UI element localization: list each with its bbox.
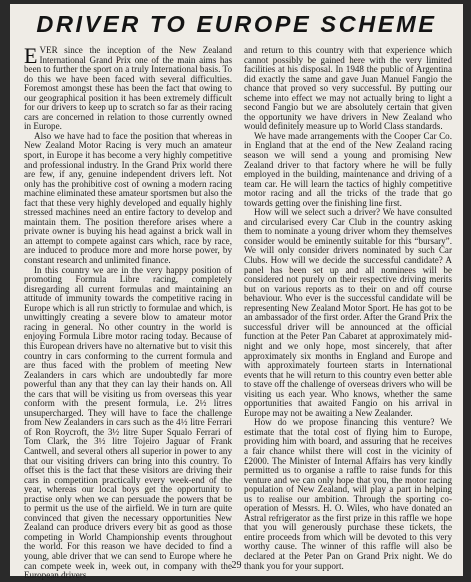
paragraph: Also we have had to face the position that whereas in New Zealand Motor Racing is very much an amateur sport, in Europe it has become a very highly competitive and professional industry. In the Grand Prix world there are few, if any, genuine independent drivers left. Not only has the prohibitive cost of owning a modern racing machine eliminated these amateur sportsmen but also the fact that these very highly developed and equally highly stressed machines need an entire factory to develop and maintain them. The position therefore arises where a private owner is buying his head against a brick wall in an attempt to compete against cars which, race by race, are induced to produce more and more horse power, by constant research and unlimited finance.: [24, 130, 232, 266]
paragraph: In this country we are in the very happy position of promoting Formula Libre racing, completely disregarding all current formulas and maintaining an attitude of immunity towards the competitive racing in Europe which is all run strictly to formulae and which, is unwittingly creating a severe blow to amateur motor racing in general. No other country in the world is enjoying Formula Libre motor racing today. Because of this European drivers have no alternative but to visit this country in cars conforming to the current formula and are thus faced with the problem of meeting New Zealanders in cars which are undoubtedly far more powerful than any that they can lay their hands on. All the cars that will be visiting us from overseas this year conform with the present formula, i.e. 2½ litres unsupercharged. They will have to face the challenge from New Zealanders in cars such as the 4½ litre Ferrari of Ron Roycroft, the 3½ litre Super Squalo Ferrari of Tom Clark, the 3½ litre Tojeiro Jaguar of Frank Cantwell, and several others all superior in power to any that our visiting drivers can bring into this country. To offset this is the fact that these visitors are driving their cars in competition practically every week-end of the year, whereas our local boys get the opportunity to practise only when we can persuade the powers that be to permit us the use of the airfield. We in turn are quite convinced that given the necessary opportunities New Zealand can produce drivers every bit as good as those competing in World Championship events throughout the world. For this reason we have decided to find a young, able driver that we can send to Europe where he can compete week in, week out, in company with the European drivers: [24, 264, 232, 581]
article-title: DRIVER TO EUROPE SCHEME: [36, 11, 437, 37]
drop-cap: E: [24, 43, 38, 68]
paragraph: and return to this country with that experience which cannot possibly be gained here with the very limited facilities at his disposal. In 1948 the public of Argentina did exactly the same and gave Juan Manuel Fangio the chance that proved so very successful. By putting our scheme into effect we may not actually bring to light a second Fangio but we are absolutely certain that given the opportunity we have drivers in New Zealand who would definitely measure up to World Class standards.: [244, 45, 452, 132]
paragraph: How do we propose financing this venture? We estimate that the total cost of flying him to Europe, providing him with board, and assuring that he receives a fair chance whilst there will cost in the vicinity of £2000. The Minister of Internal Affairs has very kindly permitted us to organise a raffle to raise funds for this venture and we can only hope that you, the motor racing population of New Zealand, will play a part in helping us to realise our ambition. Through the sporting co-operation of Messrs. H. O. Wiles, who have donated an Astral refrigerator as the first prize in this raffle we hope that you will generously purchase these tickets, the entire proceeds from which will be devoted to this very worthy cause. The winner of this raffle will also be declared at the Peter Pan on Grand Prix night. We do thank you for your support.: [244, 417, 452, 571]
column-left: [24, 43, 232, 581]
paragraph: How will we select such a driver? We have consulted and circularised every Car Club in the country asking them to nominate a young driver whom they themselves consider would be eminently suitable for this “bursary”. We will only consider drivers nominated by such Car Clubs. How will we decide the successful candidate? A panel has been set up and all nominees will be considered not purely on their respective driving merits but on various reports as to their on and off course behaviour. Who ever is the successful candidate will be representing New Zealand Motor Sport. He has got to be an ambassador of the first order. After the Grand Prix the successful driver will be announced at the official function at the Peter Pan Cabaret at approximately mid-night and we only hope, most sincerely, that after approximately six months in England and Europe and with approximately fourteen starts in International events that he will return to this country even better able to stave off the challenge of overseas drivers who will be visiting us each year. Who knows, whether the same opportunities that awaited Fangio on his arrival in Europe may not be awaiting a New Zealander.: [244, 207, 452, 418]
paragraph: We have made arrangements with the Cooper Car Co. in England that at the end of the New Zealand racing season we will send a young and promising New Zealand driver to that factory where he will be fully employed in the building, maintenance and driving of a team car. He will learn the tactics of highly competitive motor racing and all the tricks of the trade that go towards getting over the finishing line first.: [244, 130, 452, 208]
paragraph-text: VER since the inception of the New Zealand International Grand Prix one of the main aims has been to further the sport on a truly International basis. To do this we have been faced with several difficulties. Foremost amongst these has been the fact that owing to our geographical position it has been extremely difficult for our drivers to keep up to scratch so far as their racing cars are concerned in relation to those currently owned in Europe.: [24, 45, 232, 132]
page-number: 29: [231, 560, 242, 571]
magazine-page: [10, 4, 463, 581]
column-right: [244, 45, 452, 571]
paragraph: [24, 43, 232, 132]
